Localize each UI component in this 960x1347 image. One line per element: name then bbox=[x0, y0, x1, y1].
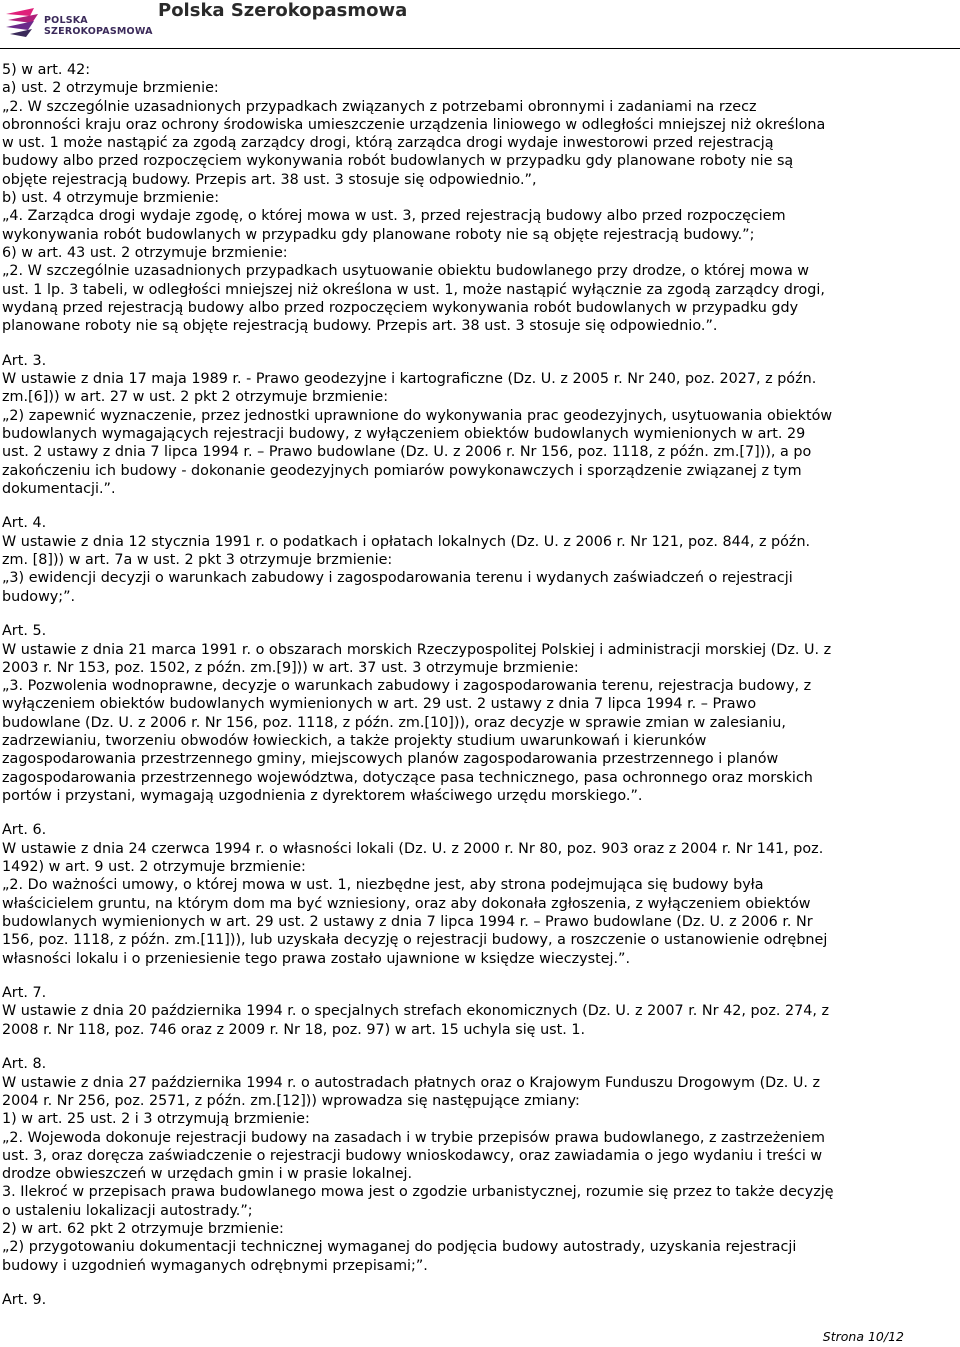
text-line: „2. Do ważności umowy, o której mowa w ust. 1, niezbędne jest, aby strona podejmująca się budowy była bbox=[2, 877, 764, 894]
text-line: zm.[6])) w art. 27 w ust. 2 pkt 2 otrzymuje brzmienie: bbox=[2, 389, 389, 406]
page-header bbox=[0, 0, 960, 50]
text-line: wykonywania robót budowlanych w przypadku gdy planowane roboty nie są objęte rejestracją budowy.”; bbox=[2, 226, 755, 243]
text-line: ust. 3, oraz doręcza zaświadczenie o rejestracji budowy wnioskodawcy, oraz zawiadamia o jego wydaniu i treści w bbox=[2, 1147, 823, 1164]
text-line: 6) w art. 43 ust. 2 otrzymuje brzmienie: bbox=[2, 244, 288, 261]
text-line: planowane roboty nie są objęte rejestracją budowy. Przepis art. 38 ust. 3 stosuje się odpowiednio.”. bbox=[2, 318, 718, 335]
text-line: zagospodarowania przestrzennego gminy, miejscowych planów zagospodarowania przestrzennego i planów bbox=[2, 751, 779, 768]
text-line: zakończeniu ich budowy - dokonanie geodezyjnych pomiarów powykonawczych i sporządzenie związanej z tym bbox=[2, 462, 802, 479]
text-line: ust. 1 lp. 3 tabeli, w odległości mniejszej niż określona w ust. 1, może nastąpić wyłącznie za zgodą zarządcy drogi, bbox=[2, 281, 825, 298]
logo-text bbox=[44, 15, 153, 37]
paragraph-gap bbox=[2, 498, 958, 514]
text-line: „2) zapewnić wyznaczenie, przez jednostki uprawnione do wykonywania prac geodezyjnych, usytuowania obiektów bbox=[2, 407, 833, 424]
text-line: o ustaleniu lokalizacji autostrady.”; bbox=[2, 1202, 253, 1219]
text-line: budowy albo przed rozpoczęciem wykonywania robót budowlanych w przypadku gdy planowane roboty nie są bbox=[2, 153, 794, 170]
page-number: Strona 10/12 bbox=[822, 1329, 904, 1344]
polska-szerokopasmowa-logo bbox=[4, 6, 153, 46]
text-line: 2008 r. Nr 118, poz. 746 oraz z 2009 r. Nr 18, poz. 97) w art. 15 uchyla się ust. 1. bbox=[2, 1021, 586, 1038]
text-line: 2) w art. 62 pkt 2 otrzymuje brzmienie: bbox=[2, 1221, 284, 1237]
text-line: a) ust. 2 otrzymuje brzmienie: bbox=[2, 80, 219, 97]
paragraph-gap bbox=[2, 805, 958, 821]
text-line: budowy i uzgodnień wymaganych odrębnymi przepisami;”. bbox=[2, 1257, 428, 1274]
text-line: W ustawie z dnia 24 czerwca 1994 r. o własności lokali (Dz. U. z 2000 r. Nr 80, poz. 903 oraz z 2004 r. Nr 141, poz. bbox=[2, 840, 824, 857]
text-line: obronności kraju oraz ochrony środowiska umieszczenie urządzenia liniowego w odległości mniejszej niż określona bbox=[2, 116, 826, 133]
text-line: drodze obwieszczeń w urzędach gmin i w prasie lokalnej. bbox=[2, 1166, 413, 1183]
text-line: 3. Ilekroć w przepisach prawa budowlanego mowa jest o zgodzie urbanistycznej, rozumie się przez to także decyzję bbox=[2, 1184, 834, 1201]
header-divider bbox=[0, 48, 960, 49]
text-line: właścicielem gruntu, na którym dom ma być wzniesiony, oraz aby dokonała zgłoszenia, z wyłączeniem obiektów bbox=[2, 895, 811, 912]
text-line: W ustawie z dnia 27 października 1994 r. o autostradach płatnych oraz o Krajowym Funduszu Drogowym (Dz. U. z bbox=[2, 1074, 821, 1091]
text-line: Art. 8. bbox=[2, 1056, 47, 1073]
text-line: w ust. 1 może nastąpić za zgodą zarządcy drogi, którą zarządca drogi wydaje inwestorowi przed rejestracją bbox=[2, 135, 774, 152]
text-line: b) ust. 4 otrzymuje brzmienie: bbox=[2, 190, 220, 207]
paragraph-gap bbox=[2, 1275, 958, 1291]
text-line: W ustawie z dnia 17 maja 1989 r. - Prawo geodezyjne i kartograficzne (Dz. U. z 2005 r. Nr 240, poz. 2027, z późn. bbox=[2, 371, 817, 388]
text-line: wydaną przed rejestracją budowy albo przed rozpoczęciem wykonywania robót budowlanych w przypadku gdy bbox=[2, 299, 799, 316]
text-line: 2004 r. Nr 256, poz. 2571, z późn. zm.[12])) wprowadza się następujące zmiany: bbox=[2, 1092, 580, 1109]
text-line: budowlane (Dz. U. z 2006 r. Nr 156, poz. 1118, z późn. zm.[10])), oraz decyzje w sprawie zmian w zalesianiu, bbox=[2, 714, 786, 731]
text-line: budowlanych wymienionych w art. 29 ust. 2 ustawy z dnia 7 lipca 1994 r. – Prawo budowlane (Dz. U. z 2006 r. Nr bbox=[2, 913, 813, 930]
text-line: 1) w art. 25 ust. 2 i 3 otrzymują brzmienie: bbox=[2, 1111, 310, 1128]
paragraph-gap bbox=[2, 335, 958, 351]
text-line: Art. 4. bbox=[2, 515, 47, 532]
text-line: objęte rejestracją budowy. Przepis art. 38 ust. 3 stosuje się odpowiednio.”, bbox=[2, 171, 537, 188]
logo-mark-icon bbox=[4, 6, 40, 40]
text-line: Art. 5. bbox=[2, 623, 47, 640]
text-line: wyłączeniem obiektów budowlanych wymienionych w art. 29 ust. 2 ustawy z dnia 7 lipca 1994 r. – Prawo bbox=[2, 696, 757, 713]
logo-line-1: POLSKA bbox=[44, 15, 88, 26]
text-line: 2003 r. Nr 153, poz. 1502, z późn. zm.[9])) w art. 37 ust. 3 otrzymuje brzmienie: bbox=[2, 659, 579, 676]
text-line: budowlanych wymagających rejestracji budowy, z wyłączeniem obiektów budowlanych wymienionych w art. 29 bbox=[2, 425, 806, 442]
paragraph-gap bbox=[2, 968, 958, 984]
text-line: portów i przystani, wymagają uzgodnienia z dyrektorem właściwego urzędu morskiego.”. bbox=[2, 787, 643, 804]
text-line: Art. 7. bbox=[2, 985, 47, 1002]
text-line: W ustawie z dnia 20 października 1994 r. o specjalnych strefach ekonomicznych (Dz. U. z 2007 r. Nr 42, poz. 274, z bbox=[2, 1003, 830, 1020]
text-line: Art. 9. bbox=[2, 1292, 47, 1309]
text-line: zadrzewianiu, tworzeniu obwodów łowieckich, a także projekty studium uwarunkowań i kierunków bbox=[2, 732, 707, 749]
text-line: ust. 2 ustawy z dnia 7 lipca 1994 r. – Prawo budowlane (Dz. U. z 2006 r. Nr 156, poz. 1118, z późn. zm.[7])), a po bbox=[2, 444, 812, 461]
text-line: dokumentacji.”. bbox=[2, 480, 116, 497]
text-line: W ustawie z dnia 12 stycznia 1991 r. o podatkach i opłatach lokalnych (Dz. U. z 2006 r. Nr 121, poz. 844, z późn. bbox=[2, 533, 811, 550]
paragraph-gap bbox=[2, 606, 958, 622]
text-line: „2) przygotowaniu dokumentacji technicznej wymaganej do podjęcia budowy autostrady, uzyskania rejestracji bbox=[2, 1239, 797, 1256]
text-line: zm. [8])) w art. 7a w ust. 2 pkt 3 otrzymuje brzmienie: bbox=[2, 552, 393, 569]
text-line: „3. Pozwolenia wodnoprawne, decyzje o warunkach zabudowy i zagospodarowania terenu, rejestracja budowy, z bbox=[2, 678, 812, 695]
text-line: „2. W szczególnie uzasadnionych przypadkach usytuowanie obiektu budowlanego przy drodze, o której mowa w bbox=[2, 263, 810, 280]
logo-line-2: SZEROKOPASMOWA bbox=[44, 26, 153, 37]
text-line: W ustawie z dnia 21 marca 1991 r. o obszarach morskich Rzeczypospolitej Polskiej i administracji morskiej (Dz. U. z bbox=[2, 641, 832, 658]
text-line: „2. W szczególnie uzasadnionych przypadkach związanych z potrzebami obronnymi i zadaniami na rzecz bbox=[2, 98, 757, 115]
text-line: 156, poz. 1118, z późn. zm.[11])), lub uzyskała decyzję o rejestracji budowy, a roszczenie o ustanowienie odrębnej bbox=[2, 932, 828, 949]
brand-title: Polska Szerokopasmowa bbox=[158, 0, 408, 21]
text-line: „3) ewidencji decyzji o warunkach zabudowy i zagospodarowania terenu i wydanych zaświadczeń o rejestracji bbox=[2, 570, 793, 587]
text-line: Art. 3. bbox=[2, 352, 47, 369]
text-line: własności lokalu i o przeniesienie tego prawa zostało ujawnione w księdze wieczystej.”. bbox=[2, 950, 631, 967]
text-line: zagospodarowania przestrzennego województwa, dotyczące pasa technicznego, pasa ochronnego oraz morskich bbox=[2, 769, 813, 786]
text-line: Art. 6. bbox=[2, 822, 47, 839]
paragraph-gap bbox=[2, 1039, 958, 1055]
document-body bbox=[2, 61, 958, 1309]
text-line: 1492) w art. 9 ust. 2 otrzymuje brzmienie: bbox=[2, 859, 306, 876]
text-line: „2. Wojewoda dokonuje rejestracji budowy na zasadach i w trybie przepisów prawa budowlanego, z zastrzeżeniem bbox=[2, 1129, 825, 1146]
text-line: budowy;”. bbox=[2, 588, 76, 605]
text-line: „4. Zarządca drogi wydaje zgodę, o której mowa w ust. 3, przed rejestracją budowy albo przed rozpoczęciem bbox=[2, 208, 786, 225]
text-line: 5) w art. 42: bbox=[2, 62, 91, 78]
